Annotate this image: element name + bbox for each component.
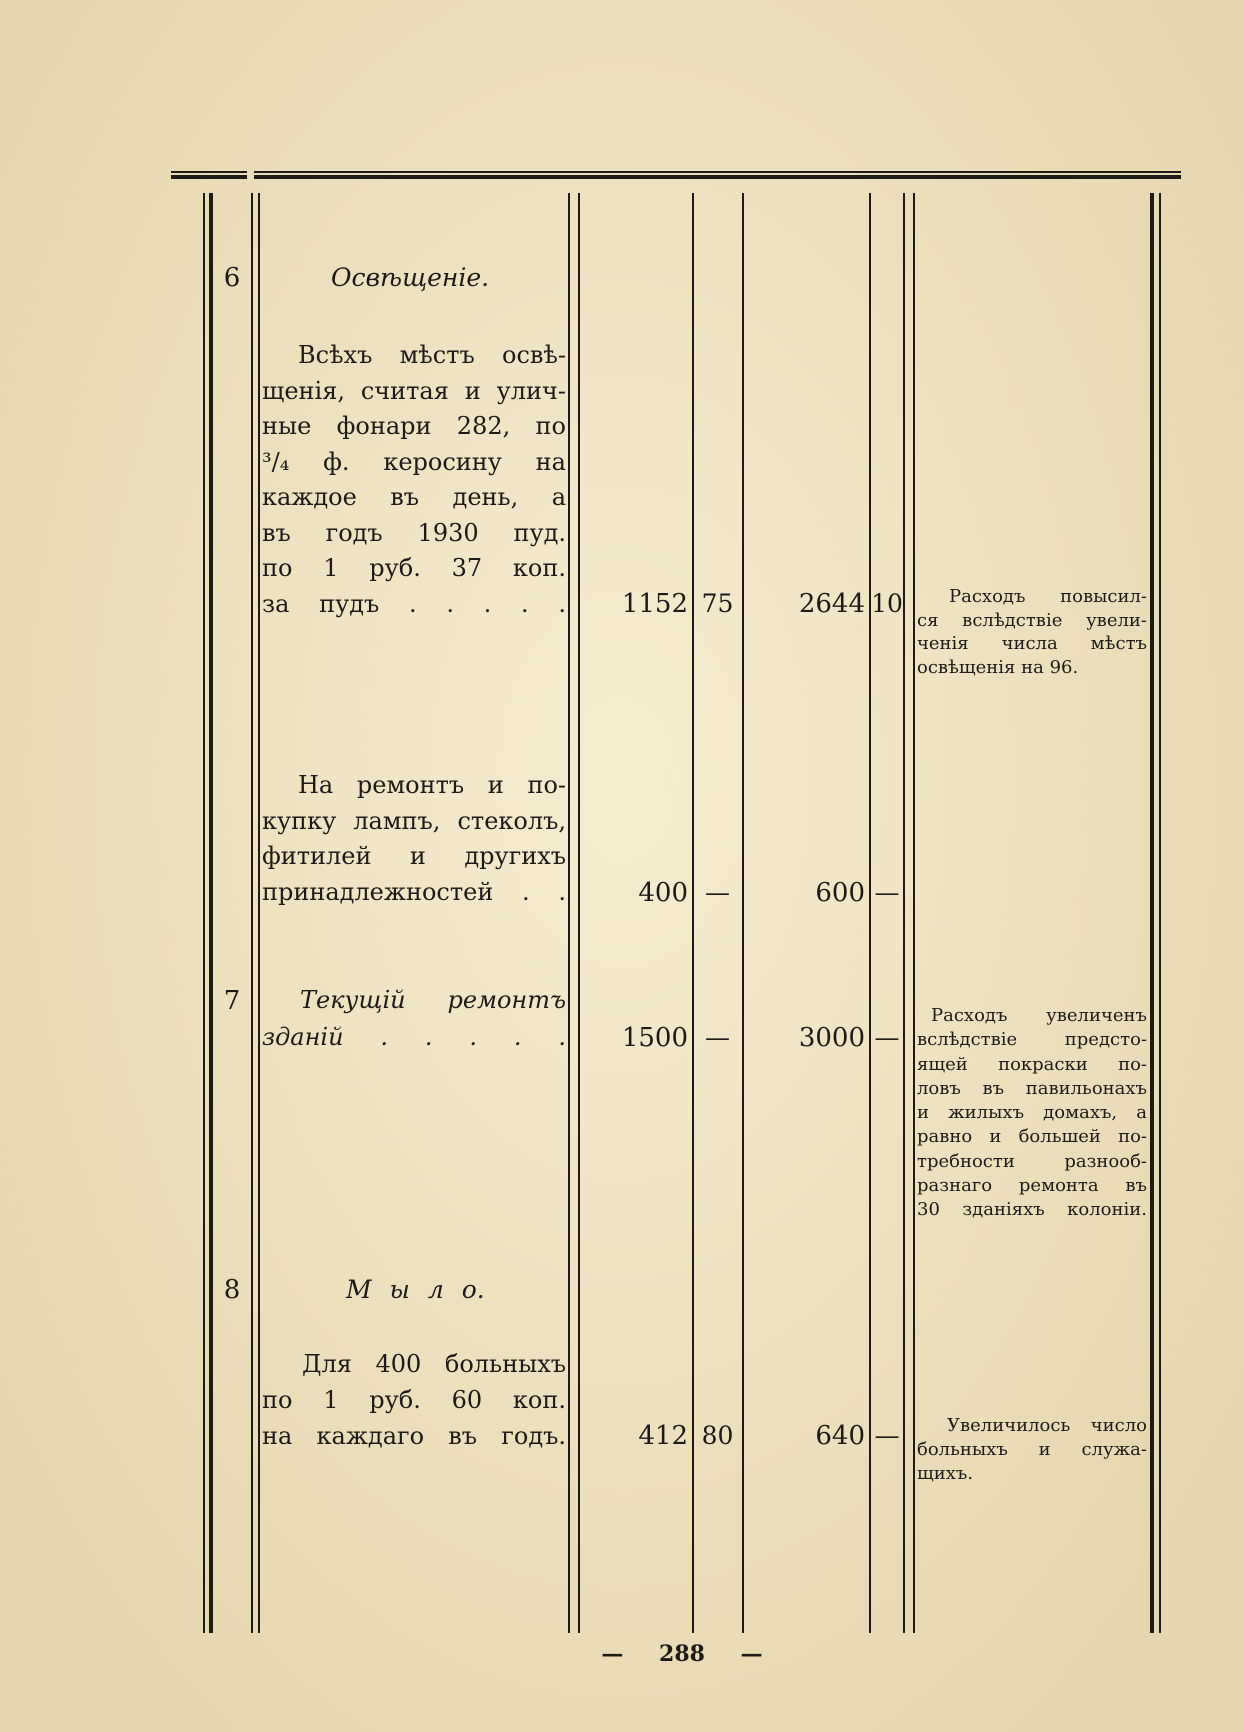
column-rule xyxy=(203,193,205,1633)
row-number: 8 xyxy=(223,1275,241,1305)
item-note xyxy=(917,585,1147,679)
note-line: ящей покраски по- xyxy=(917,1053,1147,1075)
table-top-rule xyxy=(171,171,247,173)
sum-1-kopecks: 75 xyxy=(701,589,734,618)
description-line: купку лампъ, стеколъ, xyxy=(262,806,566,835)
column-rule xyxy=(258,193,260,1633)
note-line: 30 зданіяхъ колоніи. xyxy=(917,1199,1147,1220)
sum-2-rubles: 600 xyxy=(815,878,865,908)
note-line: требности разнооб- xyxy=(917,1150,1147,1172)
sum-1-rubles: 1500 xyxy=(621,1023,688,1053)
note-line: Расходъ повысил- xyxy=(949,586,1147,607)
description-line: Текущій ремонтъ xyxy=(300,986,566,1014)
table-top-rule xyxy=(171,175,247,179)
sum-1-rubles: 412 xyxy=(638,1421,688,1451)
note-line: ловъ въ павильонахъ xyxy=(917,1077,1147,1099)
note-line: больныхъ и служа- xyxy=(917,1439,1147,1460)
column-rule xyxy=(251,193,253,1633)
description-line: за пудъ . . . . . xyxy=(262,589,566,618)
note-line: ченія числа мѣстъ xyxy=(917,633,1147,654)
item-amounts xyxy=(0,875,1244,911)
item-description xyxy=(262,338,566,622)
note-line: освѣщенія на 96. xyxy=(917,656,1079,678)
description-line: въ годъ 1930 пуд. xyxy=(262,518,566,547)
column-rule xyxy=(209,193,213,1633)
sum-2-kopecks: — xyxy=(874,1023,900,1052)
item-note xyxy=(917,1004,1147,1222)
sum-1-kopecks: 80 xyxy=(701,1421,734,1450)
column-rule xyxy=(578,193,580,1633)
note-line: ся вслѣдствіе увели- xyxy=(917,609,1147,631)
note-line: и жилыхъ домахъ, а xyxy=(917,1102,1147,1123)
sum-2-kopecks: — xyxy=(874,878,900,907)
column-rule xyxy=(913,193,915,1633)
column-rule xyxy=(1150,193,1154,1633)
note-line: равно и большей по- xyxy=(917,1126,1147,1148)
sum-2-rubles: 3000 xyxy=(798,1023,865,1053)
note-line: Увеличилось число xyxy=(947,1415,1147,1436)
sum-1-kopecks: — xyxy=(705,1023,730,1052)
column-rule xyxy=(742,193,744,1633)
column-rule xyxy=(869,193,871,1633)
row-heading: М ы л о. xyxy=(346,1275,485,1304)
note-line: щихъ. xyxy=(917,1463,974,1484)
description-line: На ремонтъ и по- xyxy=(298,771,566,799)
sum-2-kopecks: 10 xyxy=(871,589,903,618)
table-top-rule xyxy=(254,175,1181,179)
note-line: разнаго ремонта въ xyxy=(917,1174,1147,1196)
column-rule xyxy=(692,193,694,1633)
description-line: щенія, считая и улич- xyxy=(262,376,566,405)
row-number: 7 xyxy=(223,986,241,1016)
note-line: Расходъ увеличенъ xyxy=(931,1005,1147,1026)
description-line: Для 400 больныхъ xyxy=(302,1350,566,1378)
sum-2-rubles: 640 xyxy=(815,1421,865,1451)
sum-2-rubles: 2644 xyxy=(798,589,865,619)
row-heading: Освѣщеніе. xyxy=(331,263,490,292)
description-line: Всѣхъ мѣстъ освѣ- xyxy=(298,341,566,369)
description-line: принадлежностей . . xyxy=(262,877,566,906)
table-top-rule xyxy=(254,171,1181,173)
item-note xyxy=(917,1414,1147,1486)
description-line: каждое въ день, а xyxy=(262,483,566,511)
page-number: — 288 — xyxy=(601,1641,763,1667)
description-line: фитилей и другихъ xyxy=(262,842,566,870)
note-line: вслѣдствіе предсто- xyxy=(917,1029,1147,1051)
description-line: по 1 руб. 60 коп. xyxy=(262,1386,566,1414)
description-line: по 1 руб. 37 коп. xyxy=(262,554,566,582)
row-number: 6 xyxy=(223,263,241,293)
description-line: на каждаго въ годъ. xyxy=(262,1422,566,1450)
sum-2-kopecks: — xyxy=(874,1421,900,1450)
column-rule xyxy=(903,193,905,1633)
description-line: ³/₄ ф. керосину на xyxy=(262,447,566,476)
description-line: ные фонари 282, по xyxy=(262,412,566,440)
column-rule xyxy=(568,193,570,1633)
sum-1-rubles: 1152 xyxy=(621,589,688,619)
sum-1-rubles: 400 xyxy=(638,878,688,908)
sum-1-kopecks: — xyxy=(705,878,730,907)
column-rule xyxy=(1159,193,1161,1633)
description-line: зданій . . . . . xyxy=(262,1023,566,1051)
